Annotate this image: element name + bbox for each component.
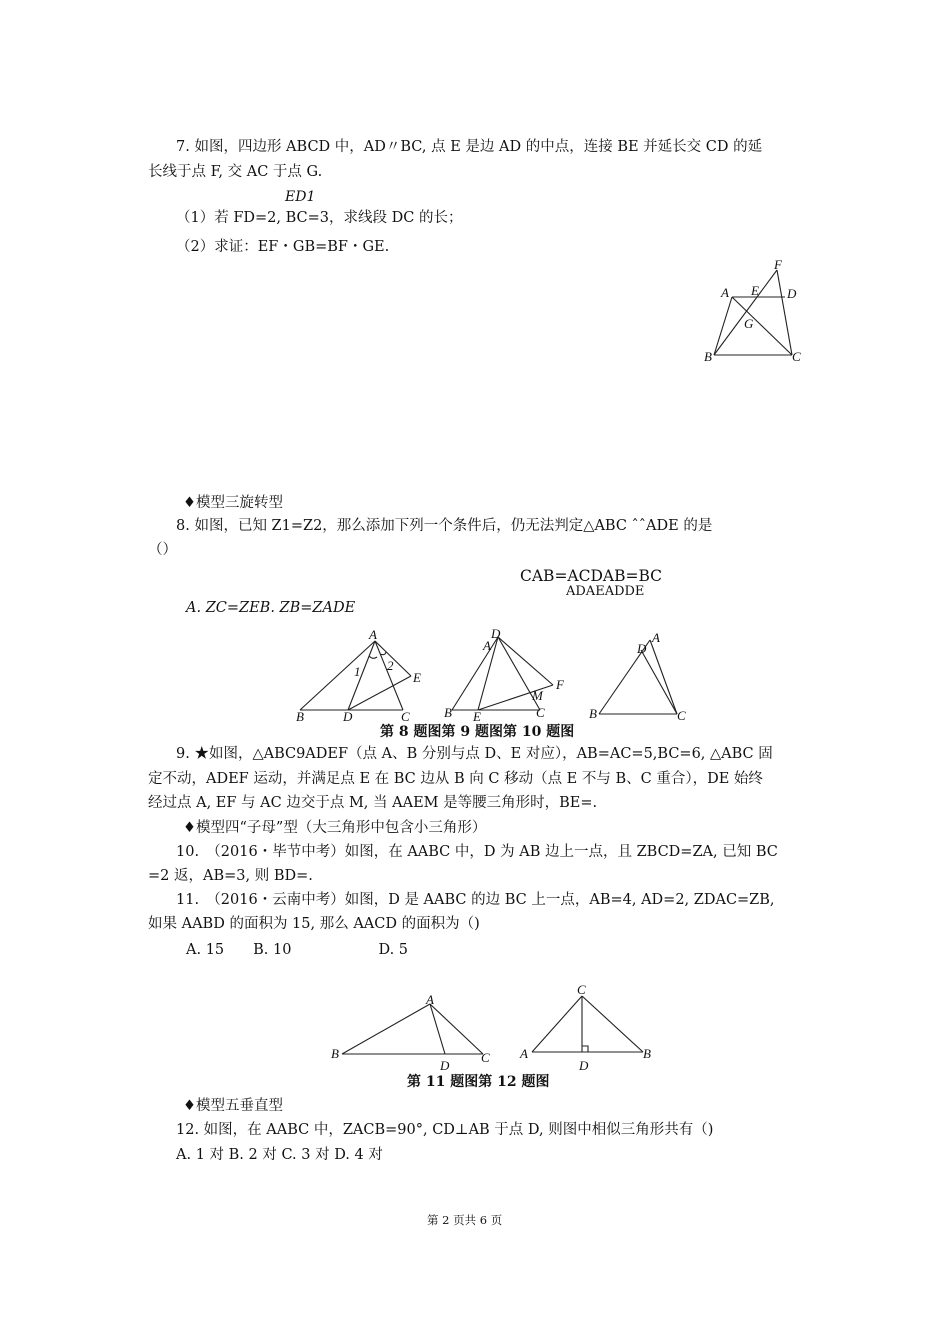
q8-fraction-top: CAB=ACDAB=BC	[520, 567, 663, 585]
fig11-label-a: A	[426, 992, 434, 1007]
fig11-label-d: D	[440, 1058, 450, 1073]
q10-line2: =2 返，AB=3, 则 BD=.	[148, 868, 313, 884]
fig9-label-m: M	[532, 688, 543, 703]
q12-line1: 12. 如图，在 AABC 中，ZACB=90°, CD⊥AB 于点 D, 则图中相似三角形共有（)	[176, 1122, 714, 1138]
q7-part1: （1）若 FD=2, BC=3，求线段 DC 的长；	[176, 210, 463, 226]
fig7-label-b: B	[704, 349, 712, 364]
fig7-label-e: E	[751, 283, 759, 298]
q7-part2: （2）求证：EF・GB=BF・GE.	[176, 239, 390, 255]
fig10	[585, 628, 695, 724]
fig12-label-a: A	[520, 1046, 528, 1061]
fig8-label-b: B	[296, 709, 304, 724]
q11-line2: 如果 AABD 的面积为 15, 那么 AACD 的面积为（)	[148, 916, 480, 932]
q10-line1: 10. （2016・毕节中考）如图，在 AABC 中，D 为 AB 边上一点，且 ZBCD=ZA, 已知 BC	[176, 844, 778, 860]
fig10-label-d: D	[637, 641, 647, 656]
model5-heading: ♦模型五垂直型	[183, 1098, 283, 1114]
figs-11-12-caption: 第 11 题图第 12 题图	[407, 1074, 550, 1090]
fig7-label-a: A	[721, 285, 729, 300]
fig10-label-c: C	[677, 708, 686, 723]
q7-line2: 长线于点 F, 交 AC 于点 G.	[148, 164, 323, 180]
q8-line2: （）	[148, 542, 177, 558]
figs-8-10-caption: 第 8 题图第 9 题图第 10 题图	[380, 724, 575, 740]
q7-line1: 7. 如图，四边形 ABCD 中，AD〃BC, 点 E 是边 AD 的中点，连接 BE 并延长交 CD 的延	[176, 139, 763, 155]
fig12-label-b: B	[643, 1046, 651, 1061]
q9-line3: 经过点 A, EF 与 AC 边交于点 M, 当 AAEM 是等腰三角形时，BE=.	[148, 795, 598, 811]
fig8-label-d: D	[343, 709, 353, 724]
page-footer: 第 2 页共 6 页	[427, 1213, 503, 1227]
fig9-label-a: A	[483, 638, 491, 653]
q7-figure	[700, 258, 810, 368]
fig9-label-e: E	[473, 709, 481, 724]
model4-heading: ♦模型四“子母”型（大三角形中包含小三角形）	[183, 820, 487, 836]
model3-heading: ♦模型三旋转型	[183, 495, 283, 511]
fig10-label-a: A	[652, 630, 660, 645]
fig8-label-e: E	[413, 670, 421, 685]
fig8-label-a: A	[369, 627, 377, 642]
q11-line1: 11. （2016・云南中考）如图，D 是 AABC 的边 BC 上一点，AB=4, AD=2, ZDAC=ZB,	[176, 892, 775, 908]
fig12-label-d: D	[579, 1058, 589, 1073]
fig8-label-c: C	[401, 709, 410, 724]
q9-line1: 9. ★如图，△ABC9ADEF（点 A、B 分别与点 D、E 对应），AB=AC=5,BC=6, △ABC 固	[176, 746, 773, 762]
fig12	[515, 982, 660, 1072]
q9-line2: 定不动，ADEF 运动，并满足点 E 在 BC 边从 B 向 C 移动（点 E 不与 B、C 重合），DE 始终	[148, 771, 763, 787]
fig7-label-f: F	[774, 257, 782, 272]
fig7-label-g: G	[744, 316, 754, 331]
fig8-label-2: 2	[387, 658, 394, 673]
fig7-label-c: C	[792, 349, 801, 364]
q11-options: A. 15 B. 10 D. 5	[186, 942, 409, 958]
q12-options: A. 1 对 B. 2 对 C. 3 对 D. 4 对	[176, 1147, 383, 1163]
q8-options: A. ZC=ZEB. ZB=ZADE	[186, 600, 356, 616]
fig9	[440, 626, 570, 722]
fig11-label-b: B	[331, 1046, 339, 1061]
fig8	[293, 627, 428, 724]
fig9-label-f: F	[556, 677, 564, 692]
q7-fraction: ED1	[285, 189, 316, 205]
fig11-label-c: C	[481, 1050, 490, 1065]
fig12-label-c: C	[577, 982, 586, 997]
fig9-label-d: D	[491, 626, 501, 641]
q8-line1: 8. 如图，已知 Z1=Z2，那么添加下列一个条件后，仍无法判定△ABC ˆˆADE 的是	[176, 518, 713, 534]
fig9-label-c: C	[536, 705, 545, 720]
fig7-label-d: D	[787, 286, 797, 301]
fig8-label-1: 1	[354, 664, 361, 679]
fig11	[328, 992, 498, 1072]
fig10-label-b: B	[589, 706, 597, 721]
q8-fraction-bottom: ADAEADDE	[566, 584, 645, 599]
fig9-label-b: B	[444, 705, 452, 720]
